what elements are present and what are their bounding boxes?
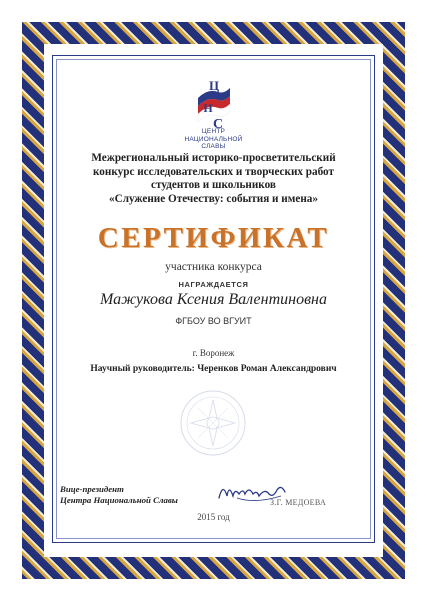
seal-watermark-icon (178, 388, 248, 458)
logo-caption-line: СЛАВЫ (201, 143, 226, 150)
vp-line: Центра Национальной Славы (60, 495, 178, 505)
title-line: студентов и школьников (151, 179, 276, 191)
svg-text:Ц: Ц (208, 78, 220, 93)
organization: ФГБОУ ВО ВГУИТ (175, 316, 252, 326)
svg-text:Н: Н (203, 101, 213, 115)
year: 2015 год (197, 512, 230, 522)
recipient-name: Мажукова Ксения Валентиновна (100, 291, 327, 308)
scientific-advisor: Научный руководитель: Черенков Роман Александрович (90, 364, 337, 374)
vp-line: Вице-президент (60, 484, 124, 494)
title-line: «Служение Отечеству: события и имена» (109, 192, 318, 205)
vice-president-title (60, 484, 178, 506)
logo-caption (60, 128, 367, 151)
contest-title (60, 152, 367, 206)
title-line: Межрегиональный историко-просветительский (91, 152, 336, 164)
certificate-heading: СЕРТИФИКАТ (97, 222, 330, 254)
city: г. Воронеж (192, 348, 235, 358)
svg-text:С: С (212, 117, 224, 130)
title-line: конкурс исследовательских и творческих работ (93, 165, 334, 178)
logo-caption-line: НАЦИОНАЛЬНОЙ (184, 135, 243, 143)
signer-name: З.Г. МЕДОЕВА (270, 498, 327, 507)
center-national-glory-logo-icon (194, 76, 234, 130)
certificate-content (60, 60, 367, 535)
participant-line: участника конкурса (165, 261, 262, 273)
logo-caption-line: ЦЕНТР (201, 128, 226, 135)
awarded-line: НАГРАЖДАЕТСЯ (178, 280, 249, 289)
